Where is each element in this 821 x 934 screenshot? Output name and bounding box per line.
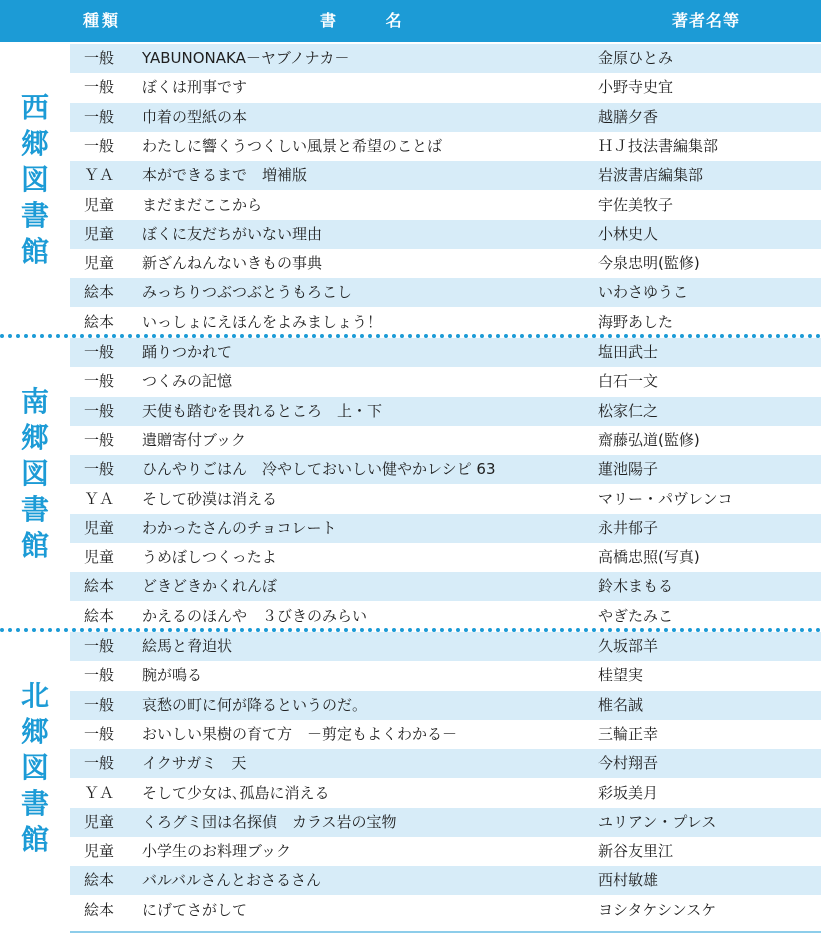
book-title: かえるのほんや ３びきのみらい bbox=[142, 606, 368, 625]
table-row bbox=[70, 455, 821, 484]
table-row bbox=[70, 73, 821, 102]
table-row bbox=[70, 426, 821, 455]
book-title: 本ができるまで 増補版 bbox=[142, 166, 308, 185]
table-row bbox=[70, 896, 821, 925]
table-row bbox=[70, 720, 821, 749]
library-name-char: 書 bbox=[20, 493, 49, 526]
book-title: いっしょにえほんをよみましょう！ bbox=[142, 312, 383, 331]
book-author: やぎたみこ bbox=[598, 606, 674, 625]
book-author: ユリアン・プレス bbox=[598, 812, 717, 831]
book-type: 絵本 bbox=[84, 606, 115, 625]
book-author: 彩坂美月 bbox=[598, 783, 659, 802]
book-type: 児童 bbox=[84, 254, 115, 273]
library-name bbox=[0, 384, 70, 564]
book-title: うめぼしつくったよ bbox=[142, 548, 277, 567]
book-title: 絵馬と脅迫状 bbox=[142, 637, 233, 655]
book-author: 永井郁子 bbox=[598, 518, 659, 537]
book-author: 齋藤弘道(監修) bbox=[598, 430, 700, 449]
book-type: 一般 bbox=[84, 754, 115, 773]
book-title: 腕が鳴る bbox=[142, 666, 203, 685]
table-row bbox=[70, 808, 821, 837]
book-title: 小学生のお料理ブック bbox=[142, 842, 291, 861]
book-author: 海野あした bbox=[598, 312, 674, 331]
book-author: 鈴木まもる bbox=[598, 577, 674, 596]
book-author: 椎名誠 bbox=[598, 695, 644, 714]
book-author: 塩田武士 bbox=[598, 343, 659, 361]
book-type: ＹＡ bbox=[84, 783, 115, 802]
book-title: どきどきかくれんぼ bbox=[142, 577, 278, 596]
bottom-rule bbox=[70, 931, 821, 933]
book-author: 蓮池陽子 bbox=[598, 460, 659, 479]
table-row bbox=[70, 338, 821, 367]
book-title: そして砂漠は消える bbox=[142, 489, 278, 508]
book-author: 宇佐美牧子 bbox=[598, 195, 674, 214]
book-author: 小林史人 bbox=[598, 224, 659, 243]
table-row bbox=[70, 103, 821, 132]
table-row bbox=[70, 837, 821, 866]
book-author: 久坂部羊 bbox=[598, 637, 659, 655]
table-row bbox=[70, 572, 821, 601]
book-type: 児童 bbox=[84, 518, 115, 537]
book-type: 一般 bbox=[84, 372, 115, 391]
table-row bbox=[70, 691, 821, 720]
book-type: 絵本 bbox=[84, 871, 115, 890]
book-author: 西村敏雄 bbox=[598, 871, 659, 890]
library-name-char: 図 bbox=[20, 457, 49, 490]
book-type: 一般 bbox=[84, 401, 115, 420]
book-type: 一般 bbox=[84, 666, 115, 685]
book-type: 児童 bbox=[84, 224, 115, 243]
book-title: イクサガミ 天 bbox=[142, 754, 247, 773]
book-type: 一般 bbox=[84, 107, 115, 126]
book-author: 白石一文 bbox=[598, 372, 659, 391]
book-type: 一般 bbox=[84, 695, 115, 714]
book-type: ＹＡ bbox=[84, 166, 115, 185]
book-title: くろグミ団は名探偵 カラス岩の宝物 bbox=[142, 812, 397, 831]
library-name-char: 北 bbox=[20, 679, 49, 712]
book-title: 踊りつかれて bbox=[142, 343, 233, 361]
book-title: 遺贈寄付ブック bbox=[142, 430, 246, 449]
book-type: 児童 bbox=[84, 195, 115, 214]
book-title: わたしに響くうつくしい風景と希望のことば bbox=[142, 136, 443, 155]
library-name-char: 図 bbox=[20, 751, 49, 784]
table-row bbox=[70, 661, 821, 690]
book-title: みっちりつぶつぶとうもろこし bbox=[142, 283, 353, 302]
book-author: 越膳夕香 bbox=[598, 107, 659, 126]
book-title: 新ざんねんないきもの事典 bbox=[142, 254, 323, 273]
table-row bbox=[70, 749, 821, 778]
table-row bbox=[70, 866, 821, 895]
book-type: 児童 bbox=[84, 812, 115, 831]
book-author: 今村翔吾 bbox=[598, 754, 659, 773]
book-type: 一般 bbox=[84, 136, 115, 155]
book-author: マリー・パヴレンコ bbox=[598, 489, 733, 508]
book-author: いわさゆうこ bbox=[598, 283, 689, 302]
book-title: にげてさがして bbox=[142, 900, 248, 919]
table-row bbox=[70, 278, 821, 307]
header-author: 著者名等 bbox=[672, 11, 741, 30]
book-title: バルバルさんとおさるさん bbox=[142, 871, 321, 890]
book-title: わかったさんのチョコレート bbox=[142, 518, 337, 537]
table-row bbox=[70, 220, 821, 249]
book-author: 岩波書店編集部 bbox=[598, 166, 704, 185]
table-row bbox=[70, 367, 821, 396]
book-type: 一般 bbox=[84, 460, 115, 479]
book-title: まだまだここから bbox=[142, 195, 263, 214]
book-type: 一般 bbox=[84, 637, 115, 655]
book-type: 絵本 bbox=[84, 577, 115, 596]
book-title: 巾着の型紙の本 bbox=[142, 107, 248, 126]
table-row bbox=[70, 397, 821, 426]
book-author: 松家仁之 bbox=[598, 401, 659, 420]
book-type: 児童 bbox=[84, 842, 115, 861]
table-row bbox=[70, 308, 821, 337]
table-row bbox=[70, 132, 821, 161]
book-type: 絵本 bbox=[84, 283, 115, 302]
table-row bbox=[70, 44, 821, 73]
header-type: 種類 bbox=[83, 11, 122, 30]
table-row bbox=[70, 191, 821, 220]
book-title: そして少女は､孤島に消える bbox=[142, 783, 330, 802]
book-title: ぼくに友だちがいない理由 bbox=[142, 224, 323, 243]
library-name-char: 南 bbox=[20, 385, 49, 418]
book-type: 絵本 bbox=[84, 900, 115, 919]
book-author: 桂望実 bbox=[598, 666, 644, 685]
book-author: ヨシタケシンスケ bbox=[598, 900, 717, 919]
book-type: 一般 bbox=[84, 430, 115, 449]
book-type: 一般 bbox=[84, 49, 115, 67]
book-author: ＨＪ技法書編集部 bbox=[598, 136, 719, 155]
book-type: ＹＡ bbox=[84, 489, 115, 508]
book-author: 小野寺史宜 bbox=[598, 78, 674, 97]
library-name-char: 館 bbox=[20, 235, 49, 268]
library-name-char: 書 bbox=[20, 787, 49, 820]
book-author: 高橋忠照(写真) bbox=[598, 548, 700, 567]
table-row bbox=[70, 514, 821, 543]
book-title: つくみの記憶 bbox=[142, 372, 233, 391]
library-name-char: 館 bbox=[20, 529, 49, 562]
book-author: 金原ひとみ bbox=[598, 49, 674, 67]
library-name-char: 郷 bbox=[20, 127, 49, 160]
book-type: 絵本 bbox=[84, 312, 115, 331]
library-name-char: 館 bbox=[20, 823, 49, 856]
book-title: ぼくは刑事です bbox=[142, 78, 248, 97]
table-row bbox=[70, 543, 821, 572]
book-type: 一般 bbox=[84, 343, 115, 361]
library-name-char: 図 bbox=[20, 163, 49, 196]
book-type: 一般 bbox=[84, 724, 115, 743]
library-name-char: 郷 bbox=[20, 421, 49, 454]
book-author: 新谷友里江 bbox=[598, 842, 674, 861]
book-title: ひんやりごはん 冷やしておいしい健やかレシピ 63 bbox=[142, 460, 496, 479]
table-row bbox=[70, 779, 821, 808]
book-title: 天使も踏むを畏れるところ 上・下 bbox=[142, 401, 383, 420]
library-name-char: 書 bbox=[20, 199, 49, 232]
book-title: YABUNONAKA－ヤブノナカ－ bbox=[142, 49, 350, 67]
book-author: 今泉忠明(監修) bbox=[598, 254, 700, 273]
library-name bbox=[0, 678, 70, 858]
library-name bbox=[0, 90, 70, 270]
table-header bbox=[0, 0, 821, 42]
book-author: 三輪正幸 bbox=[598, 724, 659, 743]
table-row bbox=[70, 602, 821, 631]
table-row bbox=[70, 632, 821, 661]
library-name-char: 西 bbox=[20, 91, 49, 124]
book-type: 一般 bbox=[84, 78, 115, 97]
header-title: 書 名 bbox=[320, 11, 424, 30]
book-type: 児童 bbox=[84, 548, 115, 567]
library-name-char: 郷 bbox=[20, 715, 49, 748]
table-row bbox=[70, 485, 821, 514]
table-row bbox=[70, 249, 821, 278]
book-title: 哀愁の町に何が降るというのだ。 bbox=[142, 695, 368, 714]
table-row bbox=[70, 161, 821, 190]
book-title: おいしい果樹の育て方 －剪定もよくわかる－ bbox=[142, 724, 458, 743]
